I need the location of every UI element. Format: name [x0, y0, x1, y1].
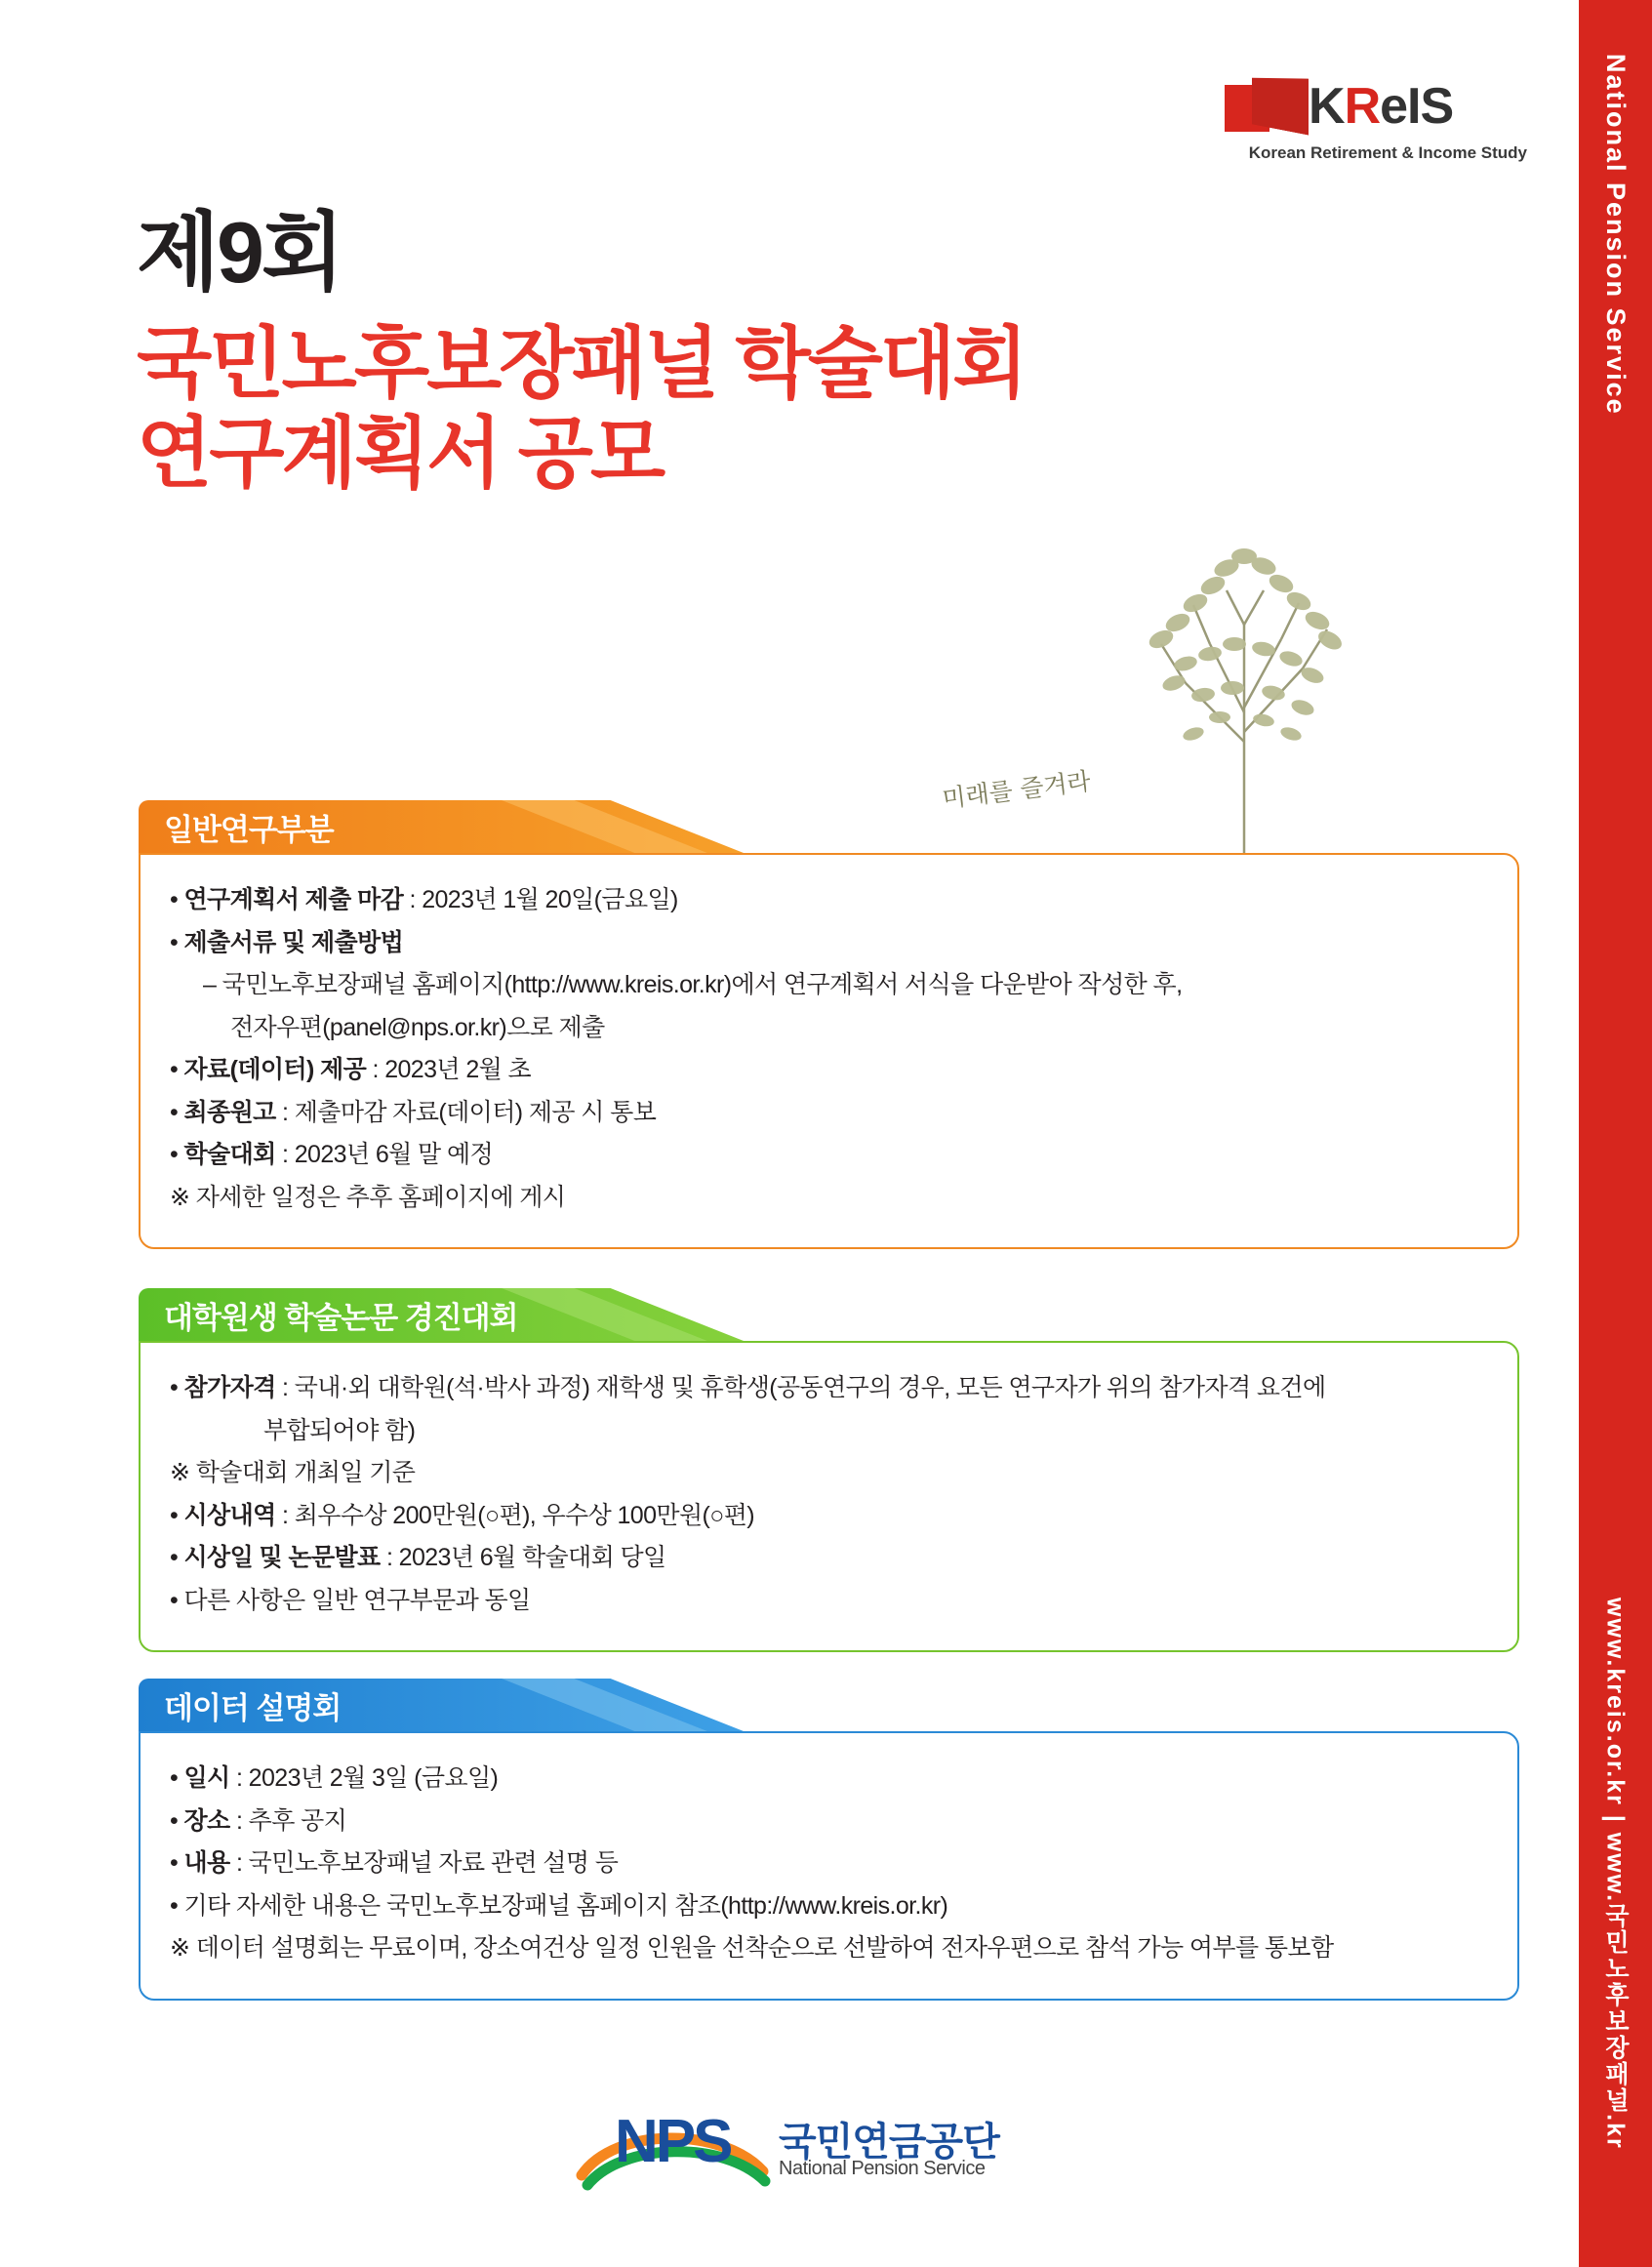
list-item: • 학술대회 : 2023년 6월 말 예정	[170, 1137, 1488, 1174]
list-item	[170, 1583, 1488, 1620]
list-item: • 시상일 및 논문발표 : 2023년 6월 학술대회 당일	[170, 1540, 1488, 1577]
headline-edition: 제9회	[137, 204, 342, 301]
item-label: 자료(데이터) 제공	[183, 1056, 367, 1083]
item-text: 2023년 6월 학술대회 당일	[398, 1544, 666, 1571]
section-title: 대학원생 학술논문 경진대회	[164, 1300, 518, 1335]
section-body-general-research	[139, 853, 1519, 1249]
item-label: 학술대회	[183, 1141, 276, 1168]
section-graduate-competition	[139, 1288, 1519, 1652]
item-text: ※ 데이터 설명회는 무료이며, 장소여건상 일정 인원을 선착순으로 선발하여 전자우편으로 참석 가능 여부를 통보함	[170, 1934, 1334, 1962]
tree-handwritten-note: 미래를 즐겨라	[940, 766, 1093, 814]
nps-logo	[576, 2103, 1005, 2210]
kreis-wordmark-r: R	[1344, 78, 1381, 135]
section-title: 데이터 설명회	[164, 1690, 342, 1725]
item-text: 국민노후보장패널 홈페이지(http://www.kreis.or.kr)에서 연구계획서 서식을 다운받아 작성한 후,	[222, 971, 1183, 998]
section-tab-graduate-competition	[139, 1288, 744, 1341]
item-label: 참가자격	[183, 1374, 276, 1401]
kreis-logo	[1215, 73, 1527, 181]
kreis-wordmark	[1309, 77, 1453, 136]
item-label: 최종원고	[183, 1098, 276, 1126]
poster-headline	[137, 204, 1026, 499]
list-item: • 내용 : 국민노후보장패널 자료 관련 설명 등	[170, 1845, 1488, 1882]
item-text: 기타 자세한 내용은 국민노후보장패널 홈페이지 참조(http://www.kreis.or.kr)	[183, 1891, 948, 1920]
list-item	[170, 1888, 1488, 1925]
item-text: 2023년 2월 3일 (금요일)	[248, 1764, 499, 1792]
side-brand-bottom-text: www.kreis.or.kr | www.국민노후보장패널.kr	[1601, 1598, 1630, 2150]
item-text: ※ 학술대회 개최일 기준	[170, 1459, 416, 1486]
item-label: 일시	[183, 1764, 230, 1792]
headline-subtitle: 연구계획서 공모	[137, 410, 664, 497]
item-text: ※ 자세한 일정은 추후 홈페이지에 게시	[170, 1183, 566, 1211]
list-item: • 연구계획서 제출 마감 : 2023년 1월 20일(금요일)	[170, 882, 1488, 919]
section-general-research	[139, 800, 1519, 1249]
list-item: • 일시 : 2023년 2월 3일 (금요일)	[170, 1761, 1488, 1798]
item-text: 국민노후보장패널 자료 관련 설명 등	[248, 1849, 619, 1877]
list-item	[170, 925, 1488, 962]
list-item: • 시상내역 : 최우수상 200만원(○편), 우수상 100만원(○편)	[170, 1498, 1488, 1535]
item-text: 2023년 6월 말 예정	[294, 1141, 494, 1168]
item-text: 다른 사항은 일반 연구부문과 동일	[183, 1586, 531, 1614]
note-line	[170, 1180, 1488, 1217]
side-brand-top-text: National Pension Service	[1601, 54, 1631, 416]
sub-list-item	[170, 967, 1488, 1004]
section-data-briefing	[139, 1679, 1519, 2001]
nps-mark-text: NPS	[615, 2108, 731, 2175]
note-line	[170, 1930, 1488, 1967]
section-body-data-briefing	[139, 1731, 1519, 2001]
kreis-logo-mark-icon	[1225, 73, 1303, 134]
item-label: 장소	[183, 1806, 230, 1835]
continuation-line	[170, 1413, 1488, 1450]
item-label: 연구계획서 제출 마감	[183, 886, 404, 913]
item-label: 제출서류 및 제출방법	[183, 928, 404, 956]
kreis-logo-subtitle: Korean Retirement & Income Study	[1248, 143, 1527, 162]
item-text: 국내·외 대학원(석·박사 과정) 재학생 및 휴학생(공동연구의 경우, 모든 연구자가 위의 참가자격 요건에	[294, 1374, 1326, 1401]
item-text: 전자우편(panel@nps.or.kr)으로 제출	[230, 1013, 605, 1041]
side-brand-bar	[1579, 0, 1652, 2267]
section-tab-data-briefing	[139, 1679, 744, 1731]
item-label: 시상내역	[183, 1501, 276, 1529]
nps-name-en: National Pension Service	[779, 2158, 986, 2179]
note-line	[170, 1455, 1488, 1492]
item-text: 추후 공지	[248, 1806, 347, 1835]
headline-title: 국민노후보장패널 학술대회	[137, 320, 1026, 407]
list-item: • 자료(데이터) 제공 : 2023년 2월 초	[170, 1052, 1488, 1089]
item-text: 2023년 1월 20일(금요일)	[422, 886, 678, 913]
continuation-line	[170, 1010, 1488, 1047]
section-body-graduate-competition	[139, 1341, 1519, 1652]
section-tab-general-research	[139, 800, 744, 853]
item-label: 시상일 및 논문발표	[183, 1544, 381, 1571]
item-text: 2023년 2월 초	[384, 1056, 532, 1083]
section-title: 일반연구부분	[164, 812, 334, 847]
list-item: • 최종원고 : 제출마감 자료(데이터) 제공 시 통보	[170, 1095, 1488, 1132]
list-item: • 장소 : 추후 공지	[170, 1803, 1488, 1841]
item-label: 내용	[183, 1849, 230, 1877]
item-text: 제출마감 자료(데이터) 제공 시 통보	[294, 1098, 657, 1126]
nps-name-ko: 국민연금공단	[779, 2121, 999, 2164]
item-text: 부합되어야 함)	[263, 1416, 416, 1444]
list-item: • 참가자격 : 국내·외 대학원(석·박사 과정) 재학생 및 휴학생(공동연구의 경우, 모든 연구자가 위의 참가자격 요건에	[170, 1370, 1488, 1407]
kreis-wordmark-eis: eIS	[1380, 78, 1454, 135]
item-text: 최우수상 200만원(○편), 우수상 100만원(○편)	[294, 1501, 755, 1529]
kreis-wordmark-k: K	[1309, 78, 1345, 135]
